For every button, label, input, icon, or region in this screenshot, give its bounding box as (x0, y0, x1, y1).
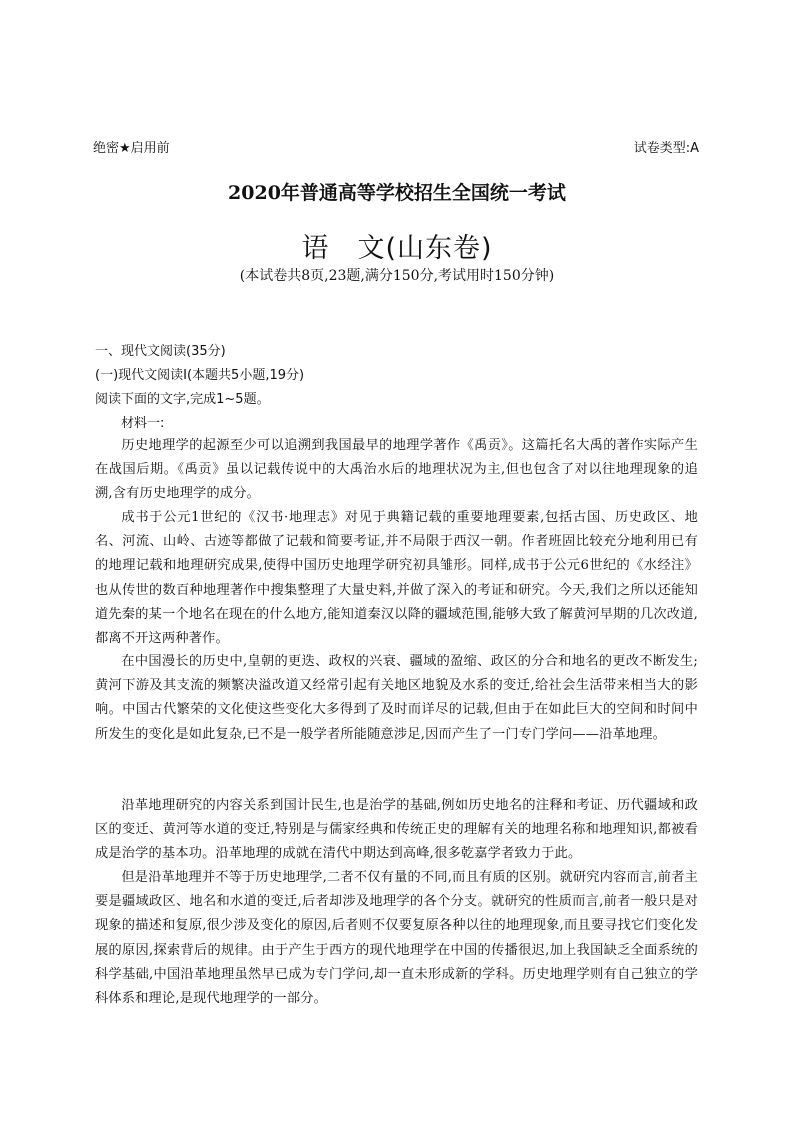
confidential-label: 绝密★启用前 (93, 141, 170, 156)
passage-paragraph: 但是沿革地理并不等于历史地理学,二者不仅有量的不同,而且有质的区别。就研究内容而言,前者主要是疆域政区、地名和水道的变迁,后者却涉及地理学的各个分支。就研究的性质而言,前者一般只是对现象的描述和复原,很少涉及变化的原因,后者则不仅要复原各种以往的地理现象,而且要寻找它们变化发展的原因,探索背后的规律。由于产生于西方的现代地理学在中国的传播很迟,加上我国缺乏全面系统的科学基础,中国沿革地理虽然早已成为专门学问,却一直未形成新的学科。历史地理学则有自己独立的学科体系和理论,是现代地理学的一部分。 (95, 870, 698, 1007)
material-label: 材料一: (121, 416, 165, 431)
passage-paragraph: 沿革地理研究的内容关系到国计民生,也是治学的基础,例如历史地名的注释和考证、历代疆域和政区的变迁、黄河等水道的变迁,特别是与儒家经典和传统正史的理解有关的地理名称和地理知识,都被看成是治学的基本功。沿革地理的成就在清代中期达到高峰,很多乾嘉学者致力于此。 (95, 798, 698, 862)
instruction-text: 阅读下面的文字,完成1~5题。 (95, 392, 270, 407)
section-heading: 一、现代文阅读(35分) (95, 344, 226, 359)
subject-title: 语 文(山东卷) (301, 233, 493, 264)
exam-note: (本试卷共8页,23题,满分150分,考试用时150分钟) (239, 268, 555, 284)
exam-title: 2020年普通高等学校招生全国统一考试 (228, 182, 566, 204)
paper-type-label: 试卷类型:A (633, 141, 699, 156)
subsection-heading: (一)现代文阅读Ⅰ(本题共5小题,19分) (95, 368, 305, 383)
passage-paragraph: 在中国漫长的历史中,皇朝的更迭、政权的兴衰、疆域的盈缩、政区的分合和地名的更改不断发生;黄河下游及其支流的频繁决溢改道又经常引起有关地区地貌及水系的变迁,给社会生活带来相当大的影响。中国古代繁荣的文化使这些变化大多得到了及时而详尽的记载,但由于在如此巨大的空间和时间中所发生的变化是如此复杂,已不是一般学者所能随意涉足,因而产生了一门专门学问——沿革地理。 (95, 654, 698, 742)
passage-paragraph: 成书于公元1世纪的《汉书·地理志》对见于典籍记载的重要地理要素,包括古国、历史政区、地名、河流、山岭、古迹等都做了记载和简要考证,并不局限于西汉一朝。作者班固比较充分地利用已有的地理记载和地理研究成果,使得中国历史地理学研究初具雏形。同样,成书于公元6世纪的《水经注》也从传世的数百种地理著作中搜集整理了大量史料,并做了深入的考证和研究。今天,我们之所以还能知道先秦的某一个地名在现在的什么地方,能知道秦汉以降的疆域范围,能够大致了解黄河早期的几次改道,都离不开这两种著作。 (95, 510, 698, 647)
passage-paragraph: 历史地理学的起源至少可以追溯到我国最早的地理学著作《禹贡》。这篇托名大禹的著作实际产生在战国后期。《禹贡》虽以记载传说中的大禹治水后的地理状况为主,但也包含了对以往地理现象的追溯,含有历史地理学的成分。 (95, 438, 698, 502)
